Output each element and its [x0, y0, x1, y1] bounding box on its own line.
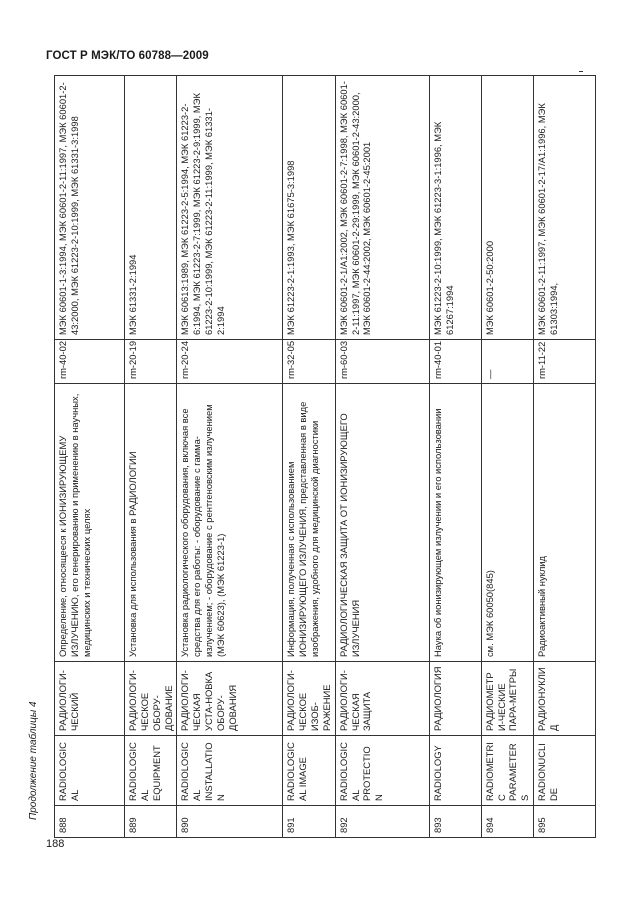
- table-row: [283, 76, 335, 838]
- term-russian: РАДИОЛОГИ-ЧЕСКИЙ: [55, 662, 125, 736]
- term-russian: РАДИОНУКЛИД: [534, 662, 596, 736]
- table-row: [55, 76, 125, 838]
- table-row: [429, 76, 481, 838]
- table-row: [125, 76, 177, 838]
- term-definition: Радиоактивный нуклид: [534, 384, 596, 662]
- term-code: rm-20-24: [177, 340, 283, 384]
- table-row: [335, 76, 429, 838]
- row-number: 894: [481, 806, 533, 838]
- term-references: МЭК 60601-2-1/А1:2002, МЭК 60601-2-7:1998, МЭК 60601-2-11:1997, МЭК 60601-2-29:1999, МЭК 60601-2-43:2000, МЭК 60601-2-44:2002, МЭК 60601-2-45:2001: [335, 76, 429, 340]
- term-code: rm-60-03: [335, 340, 429, 384]
- term-code: —: [481, 340, 533, 384]
- term-russian: РАДИОЛОГИЯ: [429, 662, 481, 736]
- term-english: RADIOLOGICAL: [55, 736, 125, 806]
- term-definition: Наука об ионизирующем излучении и его использовании: [429, 384, 481, 662]
- term-references: МЭК 61331-2:1994: [125, 76, 177, 340]
- term-definition: Определение, относящееся к ИОНИЗИРУЮЩЕМУ ИЗЛУЧЕНИЮ, его генерированию и применению в научных, медицинских и технических целях: [55, 384, 125, 662]
- term-definition: Установка радиологического оборудования, включая все средства для его работы: - оборудование с гамма-излучением; - оборудование с рентгеновским излучением (МЭК 60623), (МЭК 61223-1): [177, 384, 283, 662]
- corner-mark: [579, 71, 583, 72]
- table-row: [177, 76, 283, 838]
- term-code: rm-40-02: [55, 340, 125, 384]
- term-code: rm-40-01: [429, 340, 481, 384]
- term-english: RADIOLOGY: [429, 736, 481, 806]
- term-references: МЭК 60601-1-3:1994, МЭК 60601-2-11:1997, МЭК 60601-2-43:2000, МЭК 61223-2-10:1999, МЭК 61331-3:1998: [55, 76, 125, 340]
- term-definition: Информация, полученная с использованием ИОНИЗИРУЮЩЕГО ИЗЛУЧЕНИЯ, представленная в виде изображения, удобного для медицинской диагностики: [283, 384, 335, 662]
- row-number: 889: [125, 806, 177, 838]
- term-english: RADIONUCLIDE: [534, 736, 596, 806]
- terms-table: [54, 75, 596, 838]
- term-code: rm-32-05: [283, 340, 335, 384]
- term-english: RADIOLOGICAL INSTALLATION: [177, 736, 283, 806]
- row-number: 892: [335, 806, 429, 838]
- page-number: 188: [46, 838, 65, 850]
- term-references: МЭК 60613:1989, МЭК 61223-2-5:1994, МЭК 61223-2-6:1994, МЭК 61223-2-7:1999, МЭК 61223-2-9:1999, МЭК 61223-2-10:1999, МЭК 61223-2-11:1999, МЭК 61331-2:1994: [177, 76, 283, 340]
- term-russian: РАДИОЛОГИ-ЧЕСКАЯ УСТА-НОВКА ОБОРУ-ДОВАНИЯ: [177, 662, 283, 736]
- row-number: 890: [177, 806, 283, 838]
- document-header: ГОСТ Р МЭК/ТО 60788—2009: [46, 50, 209, 62]
- table-body: [55, 76, 596, 838]
- table-row: [534, 76, 596, 838]
- row-number: 893: [429, 806, 481, 838]
- term-english: RADIOLOGICAL EQUIPMENT: [125, 736, 177, 806]
- term-english: RADIOLOGICAL PROTECTION: [335, 736, 429, 806]
- row-number: 888: [55, 806, 125, 838]
- row-number: 895: [534, 806, 596, 838]
- term-english: RADIOMETRIC PARAMETERS: [481, 736, 533, 806]
- term-russian: РАДИОЛОГИ-ЧЕСКОЕ ОБОРУ-ДОВАНИЕ: [125, 662, 177, 736]
- term-russian: РАДИОМЕТРИ-ЧЕСКИЕ ПАРА-МЕТРЫ: [481, 662, 533, 736]
- term-definition: РАДИОЛОГИЧЕСКАЯ ЗАЩИТА ОТ ИОНИЗИРУЮЩЕГО ИЗЛУЧЕНИЯ: [335, 384, 429, 662]
- term-code: rm-20-19: [125, 340, 177, 384]
- term-references: МЭК 60601-2-11:1997, МЭК 60601-2-17/А1:1996, МЭК 61303:1994,: [534, 76, 596, 340]
- term-references: МЭК 60601-2-50:2000: [481, 76, 533, 340]
- term-russian: РАДИОЛОГИ-ЧЕСКАЯ ЗАЩИТА: [335, 662, 429, 736]
- rotated-table-container: [54, 76, 580, 838]
- term-russian: РАДИОЛОГИ-ЧЕСКОЕ ИЗОБ-РАЖЕНИЕ: [283, 662, 335, 736]
- table-row: [481, 76, 533, 838]
- term-english: RADIOLOGICAL IMAGE: [283, 736, 335, 806]
- row-number: 891: [283, 806, 335, 838]
- term-references: МЭК 61223-2-10:1999, МЭК 61223-3-1:1996, МЭК 61267:1994: [429, 76, 481, 340]
- term-definition: Установка для использования в РАДИОЛОГИИ: [125, 384, 177, 662]
- term-references: МЭК 61223-2-1:1993, МЭК 61675-3:1998: [283, 76, 335, 340]
- term-definition: см. МЭК 60050(845): [481, 384, 533, 662]
- term-code: rm-11-22: [534, 340, 596, 384]
- table-caption: Продолжение таблицы 4: [28, 701, 39, 820]
